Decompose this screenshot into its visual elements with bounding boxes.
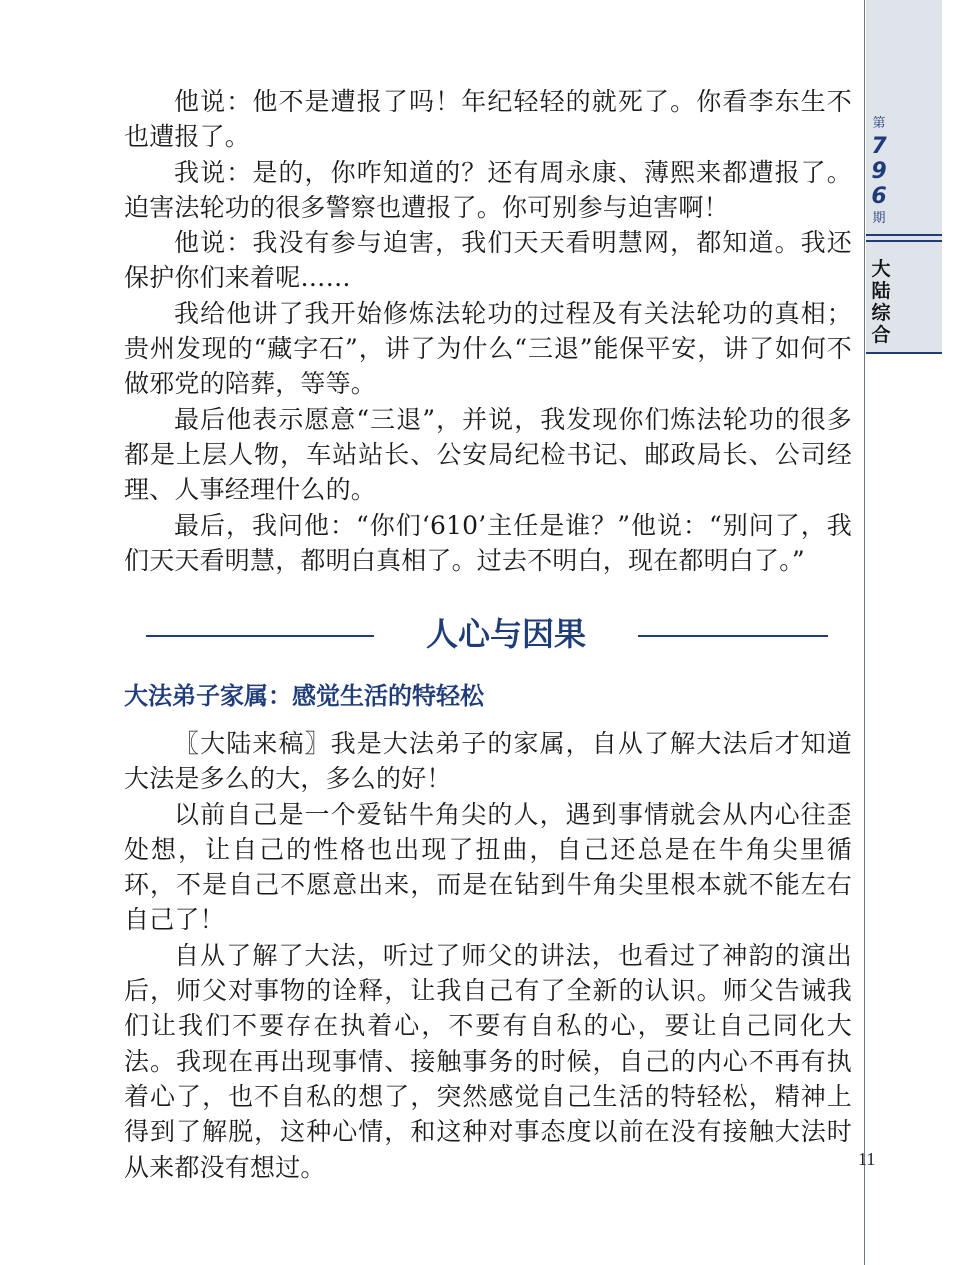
section-tag-char: 合 (871, 324, 891, 346)
section-tag-char: 大 (871, 258, 891, 280)
section-tag (866, 258, 896, 346)
article-continued-body (124, 84, 852, 578)
paragraph: 〖大陆来稿〗我是大法弟子的家属，自从了解大法后才知道大法是多么的大，多么的好！ (124, 729, 852, 794)
heading-rule-right (638, 635, 828, 637)
issue-prefix: 第 (872, 116, 886, 131)
side-tab (866, 0, 942, 354)
heading-rule-left (146, 635, 374, 637)
paragraph: 最后他表示愿意“三退”，并说，我发现你们炼法轮功的很多都是上层人物，车站站长、公安局纪检书记、邮政局长、公司经理、人事经理什么的。 (124, 404, 852, 505)
section-tag-char: 陆 (871, 280, 891, 302)
article-title: 大法弟子家属：感觉生活的特轻松 (124, 682, 484, 710)
article-body (124, 726, 852, 1185)
paragraph: 最后，我问他：“你们‘610’主任是谁？”他说：“别问了，我们天天看明慧，都明白真相了。过去不明白，现在都明白了。” (124, 510, 852, 575)
issue-suffix: 期 (872, 211, 886, 226)
margin-rule (864, 0, 865, 1265)
issue-digit: 9 (871, 159, 887, 184)
paragraph: 我给他讲了我开始修炼法轮功的过程及有关法轮功的真相；贵州发现的“藏字石”，讲了为什么“三退”能保平安，讲了如何不做邪党的陪葬，等等。 (124, 298, 852, 399)
paragraph: 他说：我没有参与迫害，我们天天看明慧网，都知道。我还保护你们来着呢…… (124, 228, 852, 293)
section-title: 人心与因果 (425, 615, 586, 653)
issue-digit: 6 (871, 184, 887, 209)
issue-number (866, 114, 892, 229)
section-heading (124, 610, 852, 662)
paragraph: 他说：他不是遭报了吗！年纪轻轻的就死了。你看李东生不也遭报了。 (124, 87, 852, 152)
page-number: 11 (858, 1149, 876, 1169)
paragraph: 我说：是的，你咋知道的？还有周永康、薄熙来都遭报了。迫害法轮功的很多警察也遭报了。你可别参与迫害啊！ (124, 157, 852, 222)
issue-digit: 7 (871, 134, 887, 159)
tab-divider (866, 240, 942, 242)
paragraph: 自从了解了大法，听过了师父的讲法，也看过了神韵的演出后，师父对事物的诠释，让我自己有了全新的认识。师父告诫我们让我们不要存在执着心，不要有自私的心，要让自己同化大法。我现在再出现事情、接触事务的时候，自己的内心不再有执着心了，也不自私的想了，突然感觉自己生活的特轻松，精神上得到了解脱，这种心情，和这种对事态度以前在没有接触大法时从来都没有想过。 (124, 940, 852, 1182)
tab-divider (866, 234, 942, 236)
paragraph: 以前自己是一个爱钻牛角尖的人，遇到事情就会从内心往歪处想，让自己的性格也出现了扭曲，自己还总是在牛角尖里循环，不是自己不愿意出来，而是在钻到牛角尖里根本就不能左右自己了！ (124, 799, 852, 935)
section-tag-char: 综 (871, 302, 891, 324)
